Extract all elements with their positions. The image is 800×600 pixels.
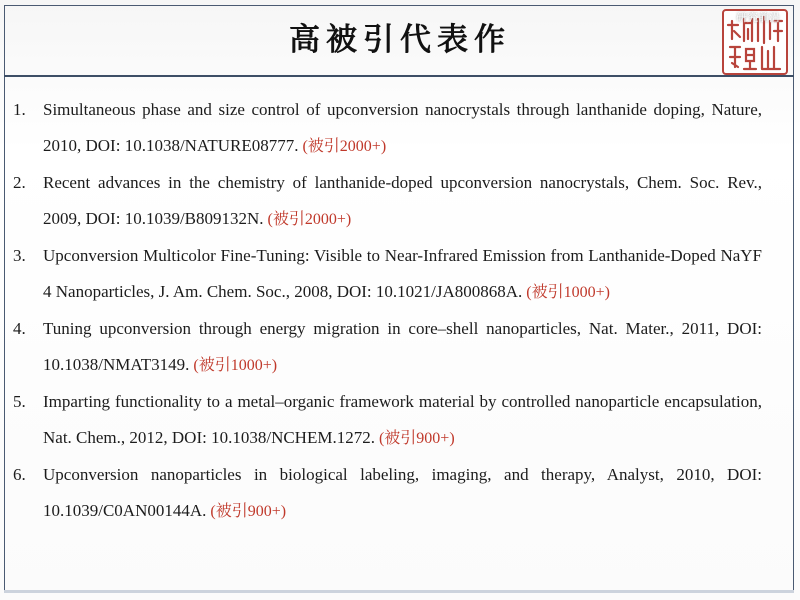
reference-text: Recent advances in the chemistry of lanthanide-doped upconversion nanocrystals, Chem. Soc. Rev., 2009, DOI: 10.1039/B809132N.: [43, 173, 762, 228]
citation-count: (被引900+): [378, 430, 455, 447]
reference-list: [0, 92, 762, 530]
reference-item: [0, 384, 762, 457]
reference-number: 1.: [13, 100, 26, 119]
reference-number: 6.: [13, 465, 26, 484]
slide-title: 高被引代表作: [289, 22, 511, 58]
seal-watermark-text: 研究前沿: [736, 11, 780, 24]
reference-number: 3.: [13, 246, 26, 265]
reference-item: [0, 311, 762, 384]
reference-text: Simultaneous phase and size control of upconversion nanocrystals through lanthanide doping, Nature, 2010, DOI: 10.1038/NATURE08777.: [43, 100, 762, 155]
reference-number: 4.: [13, 319, 26, 338]
citation-count: (被引2000+): [267, 211, 352, 228]
reference-item: [0, 165, 762, 238]
reference-text: Upconversion nanoparticles in biological labeling, imaging, and therapy, Analyst, 2010, DOI: 10.1039/C0AN00144A.: [43, 465, 762, 520]
reference-number: 2.: [13, 173, 26, 192]
reference-item: [0, 457, 762, 530]
reference-item: [0, 92, 762, 165]
citation-count: (被引2000+): [302, 138, 387, 155]
citation-count: (被引1000+): [526, 284, 610, 301]
reference-text: Tuning upconversion through energy migration in core–shell nanoparticles, Nat. Mater., 2011, DOI: 10.1038/NMAT3149.: [43, 319, 762, 374]
reference-number: 5.: [13, 392, 26, 411]
reference-text: Upconversion Multicolor Fine-Tuning: Visible to Near-Infrared Emission from Lanthanide-Doped NaYF 4 Nanoparticles, J. Am. Chem. Soc., 2008, DOI: 10.1021/JA800868A.: [43, 246, 762, 301]
citation-count: (被引900+): [210, 503, 287, 520]
reference-text: Imparting functionality to a metal–organic framework material by controlled nanoparticle encapsulation, Nat. Chem., 2012, DOI: 10.1038/NCHEM.1272.: [43, 392, 762, 447]
footer-divider: [4, 590, 794, 593]
reference-item: [0, 238, 762, 311]
citation-count: (被引1000+): [193, 357, 278, 374]
